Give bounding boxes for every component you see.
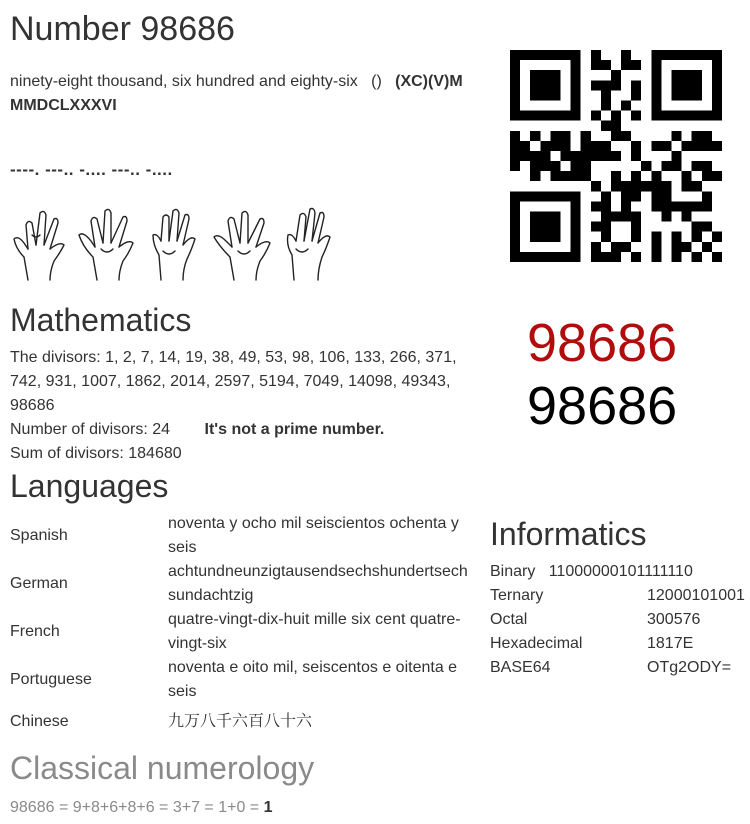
informatics-row xyxy=(490,584,748,608)
informatics-table xyxy=(490,560,748,680)
divisors-list: The divisors: 1, 2, 7, 14, 19, 38, 49, 53, 98, 106, 133, 266, 371, 742, 931, 1007, 1862, 2014, 2597, 5194, 7049, 14098, 49343, 98686 xyxy=(10,349,457,414)
language-name: Portuguese xyxy=(10,671,92,688)
prime-status: It's not a prime number. xyxy=(204,421,385,438)
language-row xyxy=(10,704,475,740)
language-text: 九万八千六百八十六 xyxy=(168,713,313,730)
numerology-line xyxy=(10,796,273,820)
divisor-count-line xyxy=(10,418,470,442)
informatics-value: 1817E xyxy=(647,635,694,652)
mathematics-section xyxy=(10,346,470,466)
binary-value: 11000000101111110 xyxy=(548,563,693,580)
hand-six-icon xyxy=(280,205,340,283)
language-name: French xyxy=(10,623,60,640)
hand-six-icon xyxy=(145,205,205,283)
roman-numeral-part2: MMDCLXXXVI xyxy=(10,97,117,114)
languages-table xyxy=(10,512,475,740)
page-title: Number 98686 xyxy=(10,10,235,48)
mathematics-heading: Mathematics xyxy=(10,302,192,338)
words-paren: () xyxy=(371,73,382,90)
words-text: ninety-eight thousand, six hundred and eighty-six xyxy=(10,73,358,90)
language-name: Spanish xyxy=(10,527,68,544)
informatics-key: Ternary xyxy=(490,587,544,604)
language-text: quatre-vingt-dix-huit mille six cent quatre-vingt-six xyxy=(168,611,461,652)
qr-code-icon xyxy=(510,50,722,262)
number-in-words xyxy=(10,70,475,118)
language-row xyxy=(10,560,475,608)
numerology-heading: Classical numerology xyxy=(10,750,315,786)
language-name: Chinese xyxy=(10,713,69,730)
numerology-formula: 98686 = 9+8+6+8+6 = 3+7 = 1+0 = xyxy=(10,799,260,816)
language-text: noventa y ocho mil seiscientos ochenta y seis xyxy=(168,515,459,556)
sign-language-hands xyxy=(10,205,343,283)
language-name: German xyxy=(10,575,68,592)
binary-cell xyxy=(490,560,748,584)
divisor-count: Number of divisors: 24 xyxy=(10,421,171,438)
informatics-value: 300576 xyxy=(647,611,701,628)
informatics-row xyxy=(490,632,748,656)
informatics-value: 12000101001 xyxy=(647,587,745,604)
language-row xyxy=(10,512,475,560)
language-row xyxy=(10,656,475,704)
hand-eight-icon xyxy=(77,205,137,283)
informatics-row xyxy=(490,656,748,680)
informatics-key: BASE64 xyxy=(490,659,551,676)
big-number-black: 98686 xyxy=(527,376,678,436)
languages-heading: Languages xyxy=(10,468,169,504)
binary-label: Binary xyxy=(490,563,536,580)
hand-nine-icon xyxy=(10,205,70,283)
language-text: achtundneunzigtausendsechshundertsech sundachtzig xyxy=(168,563,468,604)
binary-row xyxy=(490,560,748,584)
informatics-key: Hexadecimal xyxy=(490,635,583,652)
language-row xyxy=(10,608,475,656)
informatics-key: Octal xyxy=(490,611,528,628)
divisor-sum: Sum of divisors: 184680 xyxy=(10,445,182,462)
language-text: noventa e oito mil, seiscentos e oitenta e seis xyxy=(168,659,458,700)
informatics-heading: Informatics xyxy=(490,516,647,552)
informatics-value: OTg2ODY= xyxy=(647,659,732,676)
big-number-red: 98686 xyxy=(527,313,678,373)
morse-code: ----. ---.. -.... ---.. -.... xyxy=(10,160,173,179)
roman-numeral-part1: (XC)(V)M xyxy=(395,73,463,90)
numerology-result: 1 xyxy=(263,799,273,816)
hand-eight-icon xyxy=(212,205,272,283)
informatics-row xyxy=(490,608,748,632)
